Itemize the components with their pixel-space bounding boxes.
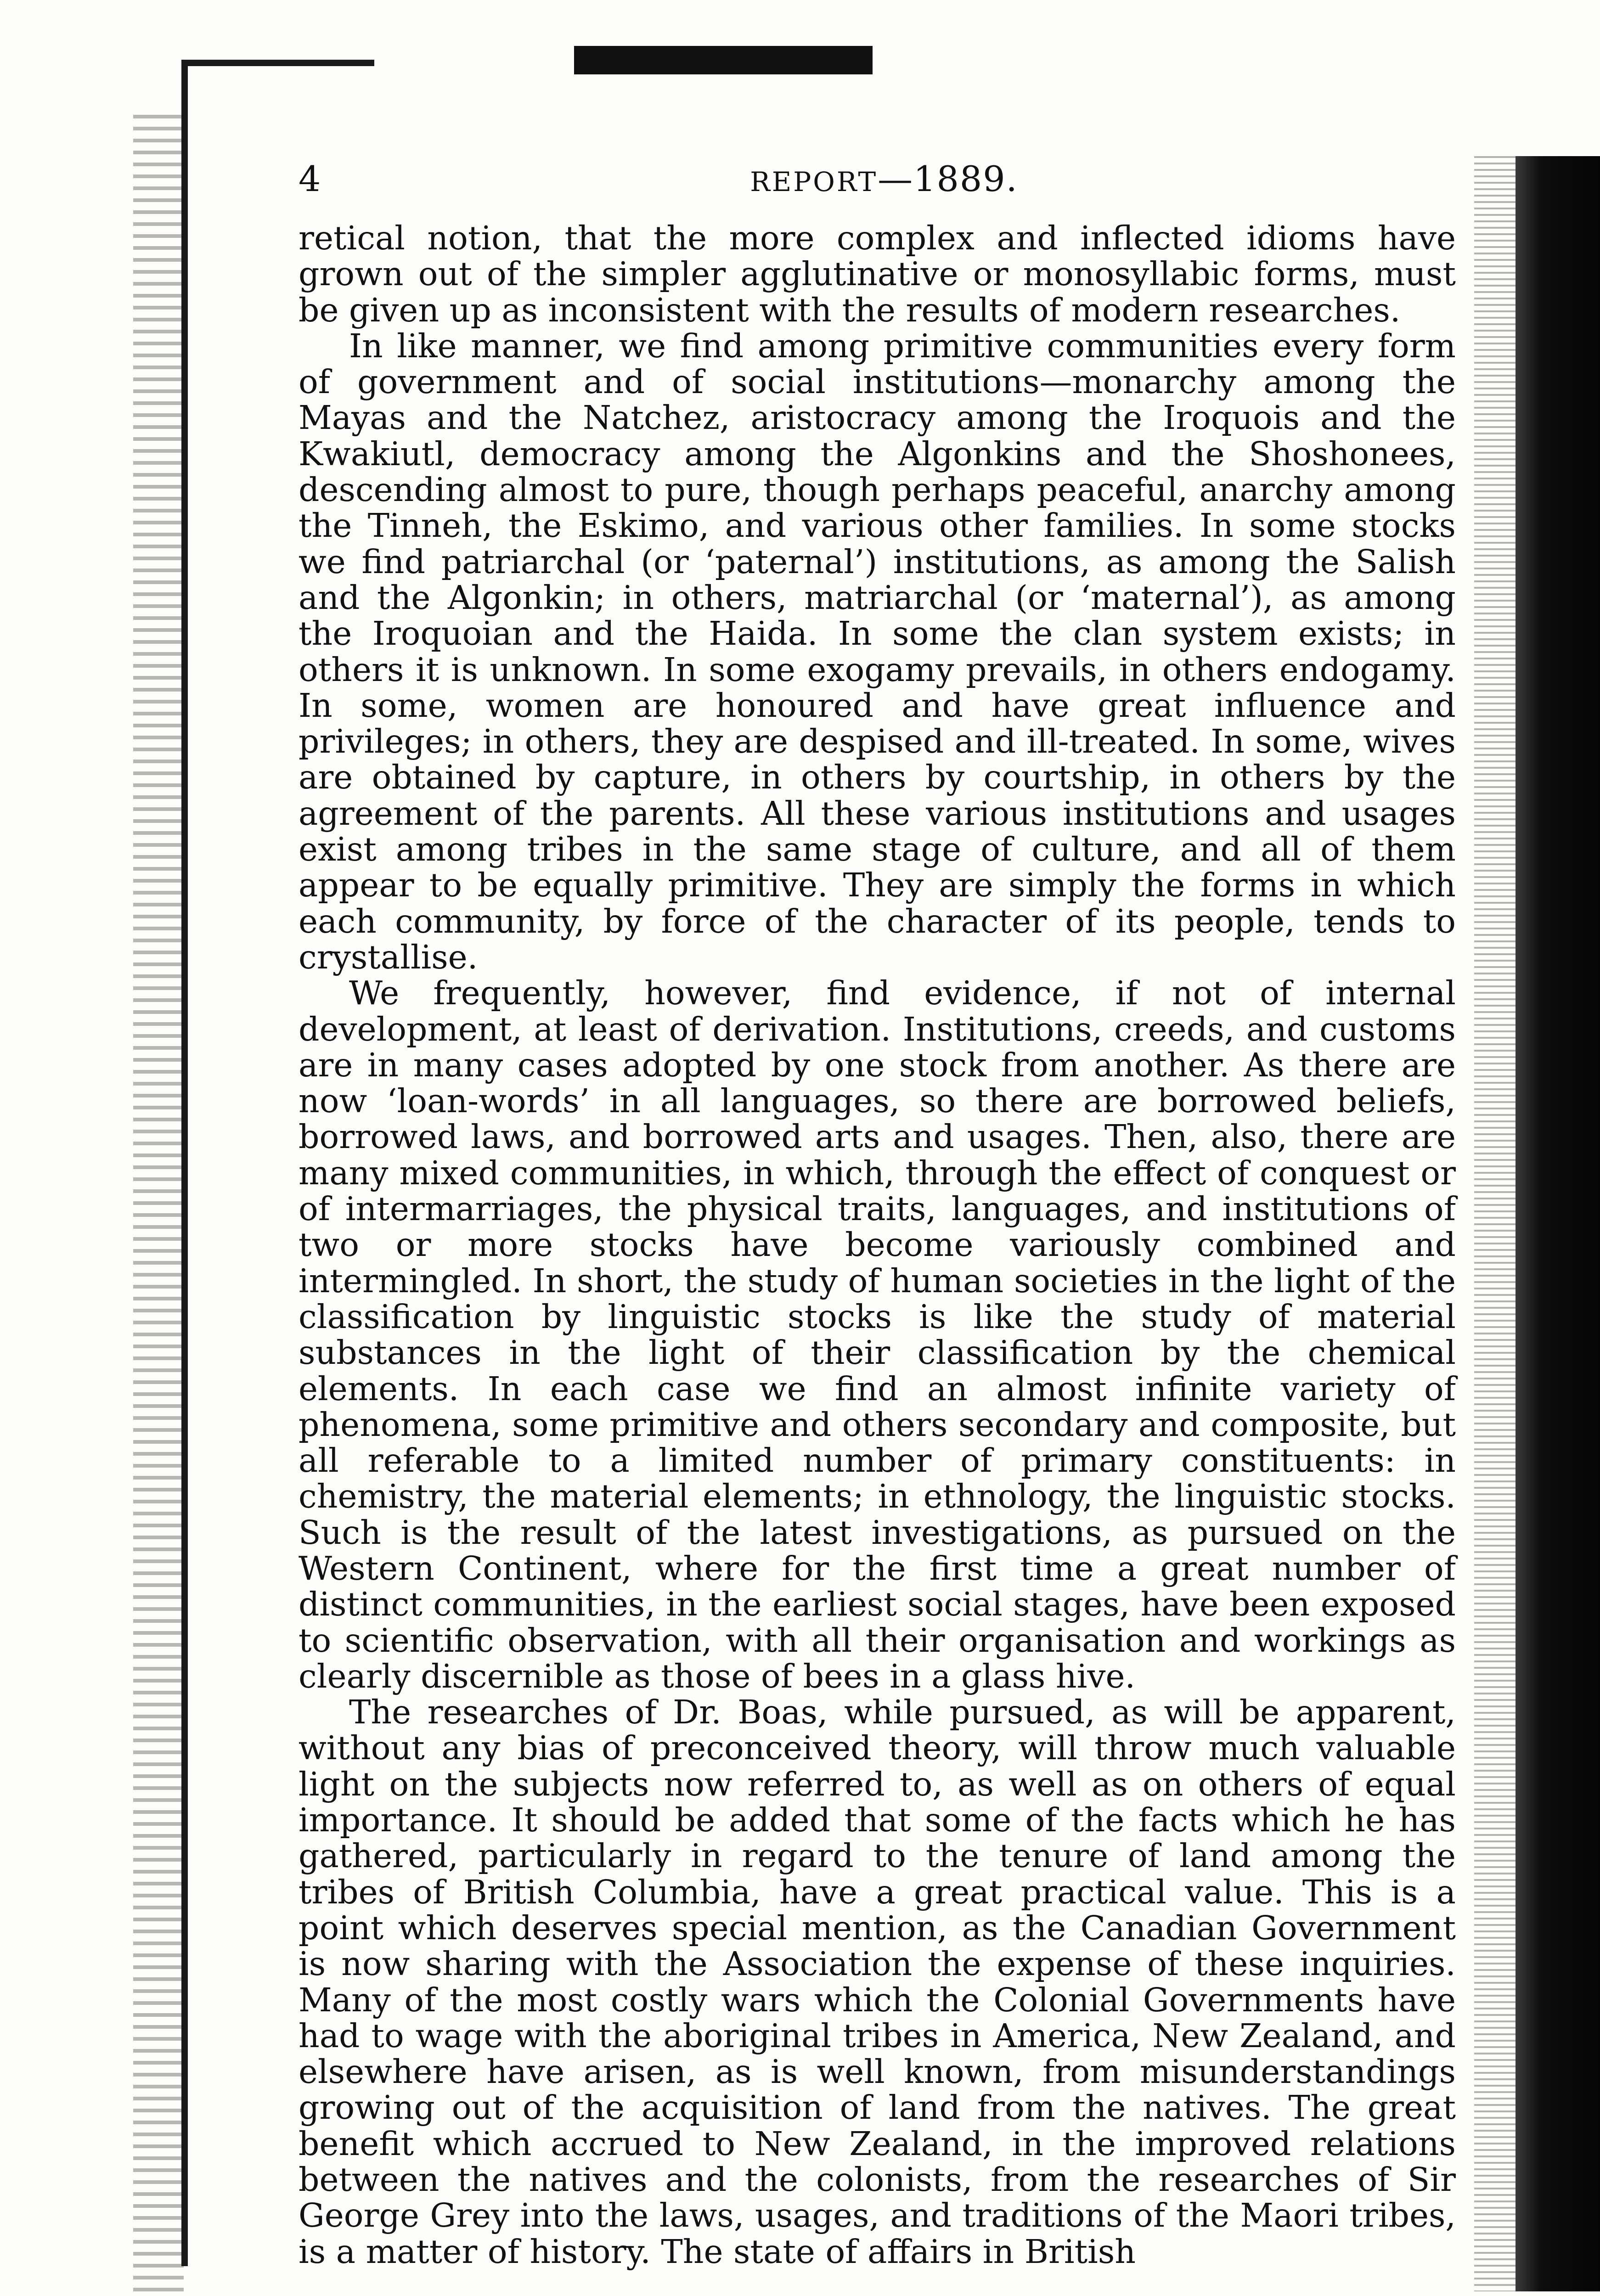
running-title (299, 156, 1470, 205)
page-header (299, 156, 1470, 207)
scan-gutter-noise (133, 115, 184, 2296)
body-text (299, 220, 1456, 2270)
paragraph: We frequently, however, find evidence, if not of internal development, at least of derivation. Institutions, creeds, and customs are in many cases adopted by one stock from another. As there are now ‘loan-words’ in all languages, so there are borrowed beliefs, borrowed laws, and borrowed arts and usages. Then, also, there are many mixed communities, in which, through the effect of conquest or of intermarriages, the physical traits, languages, and institutions of two or more stocks have become variously combined and intermingled. In short, the study of human societies in the light of the classification by linguistic stocks is like the study of material substances in the light of their classification by the chemical elements. In each case we find an almost infinite variety of phenomena, some primitive and others secondary and composite, but all referable to a limited number of primary constituents: in chemistry, the material elements; in ethnology, the linguistic stocks. Such is the result of the latest investigations, as pursued on the Western Continent, where for the first time a great number of distinct communities, in the earliest social stages, have been exposed to scientific observation, with all their organisation and workings as clearly discernible as those of bees in a glass hive. (299, 974, 1456, 1695)
scan-right-shadow (1515, 156, 1600, 2291)
paragraph-continued: retical notion, that the more complex and inflected idioms have grown out of the simpler agglutinative or monosyllabic forms, must be given up as inconsistent with the results of modern researches. (299, 219, 1456, 329)
running-title-word: REPORT (750, 166, 878, 197)
scan-redaction-bar (574, 46, 873, 74)
scan-binding-edge-top (181, 60, 374, 66)
page-number: 4 (299, 158, 321, 199)
running-title-year: —1889. (878, 158, 1018, 199)
paragraph-final: The researches of Dr. Boas, while pursued, as will be apparent, without any bias of preconceived theory, will throw much valuable light on the subjects now referred to, as well as on others of equal importance. It should be added that some of the facts which he has gathered, particularly in regard to the tenure of land among the tribes of British Columbia, have a great practical value. This is a point which deserves special mention, as the Canadian Government is now sharing with the Association the expense of these inquiries. Many of the most costly wars which the Colonial Governments have had to wage with the aboriginal tribes in America, New Zealand, and elsewhere have arisen, as is well known, from misunderstandings growing out of the acquisition of land from the natives. The great benefit which accrued to New Zealand, in the improved relations between the natives and the colonists, from the researches of Sir George Grey into the laws, usages, and traditions of the Maori tribes, is a matter of history. The state of affairs in British (299, 1693, 1456, 2271)
scan-right-shadow-fade (1474, 156, 1518, 2291)
paragraph: In like manner, we find among primitive communities every form of government and of social institutions—monarchy among the Mayas and the Natchez, aristocracy among the Iroquois and the Kwakiutl, democracy among the Algonkins and the Shoshonees, descending almost to pure, though perhaps peaceful, anarchy among the Tinneh, the Eskimo, and various other families. In some stocks we find patriarchal (or ‘paternal’) institutions, as among the Salish and the Algonkin; in others, matriarchal (or ‘maternal’), as among the Iroquoian and the Haida. In some the clan system exists; in others it is unknown. In some exogamy prevails, in others endogamy. In some, women are honoured and have great influence and privileges; in others, they are despised and ill-treated. In some, wives are obtained by capture, in others by courtship, in others by the agreement of the parents. All these various institutions and usages exist among tribes in the same stage of culture, and all of them appear to be equally primitive. They are simply the forms in which each community, by force of the character of its people, tends to crystallise. (299, 326, 1456, 976)
